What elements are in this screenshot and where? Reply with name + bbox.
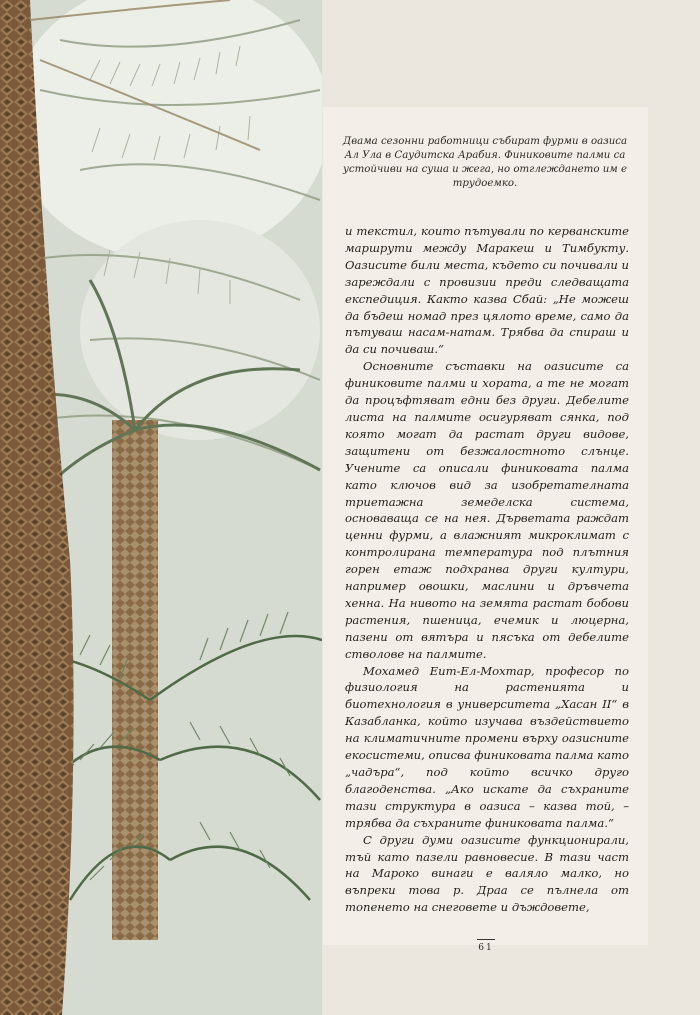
paragraph: Основните съставки на оазисите са финиковите палми и хората, а те не могат да процъфтяват едни без други. Дебелите листа на палмите осигуряват сянка, под която могат да растат други видове, защитени от безжалостното слънце. Учените са описали финиковата палма като ключов вид за изобретателната триетажна земеделска система, основаваща се на нея. Дърветата раждат ценни фурми, а влажният микроклимат с контролирана температура под плътния горен етаж подхранва други култури, например овошки, маслини и дръвчета хенна. На нивото на земята растат бобови растения, пшеница, ечемик и люцерна, пазени от вятъра и пясъка от дебелите стволове на палмите. (345, 359, 629, 661)
text-page (323, 107, 648, 953)
page-number-rule (477, 939, 495, 940)
paragraph: С други думи оазисите функционирали, тъй като пазели равновесие. В тази част на Мароко винаги е валяло малко, но въпреки това р. Драа се пълнела от топенето на снеговете и дъждовете, (345, 832, 629, 915)
page-number: 61 (478, 943, 494, 953)
photo-caption: Двама сезонни работници събират фурми в оазиса Ал Ула в Саудитска Арабия. Финиковите палми са устойчиви на суша и жега, но отглеждането им е трудоемко. (342, 136, 628, 189)
paragraph: Мохамед Еит-Ел-Мохтар, професор по физиология на растенията и биотехнология в университета „Хасан II“ в Казабланка, който изучава въздействието на климатичните промени върху оазисните екосистеми, описва финиковата палма като „чадъра“, под който всичко друго благоденства. „Ако искате да съхраните тази структура в оазиса – казва той, – трябва да съхраните финиковата палма.“ (345, 663, 629, 830)
article-body (345, 223, 629, 916)
paragraph: и текстил, които пътували по керванските маршрути между Маракеш и Тимбукту. Оазисите били места, където си почивали и зареждали с провизии преди следващата експедиция. Както казва Сбай: „Не можеш да бъдеш номад през цялото време, само да пътуваш насам-натам. Трябва да спираш и да си почиваш.“ (345, 224, 629, 357)
palm-illustration (0, 0, 322, 1015)
palm-trees-photo (0, 0, 322, 1015)
